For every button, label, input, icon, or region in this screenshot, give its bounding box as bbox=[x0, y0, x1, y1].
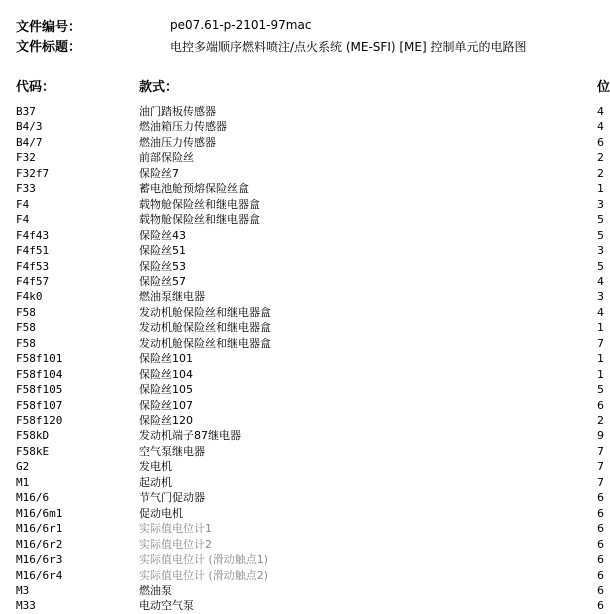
component-code: F32f7 bbox=[16, 166, 50, 180]
component-description: 空气泵继电器 bbox=[139, 444, 205, 458]
component-description: 保险丝120 bbox=[139, 414, 193, 427]
component-code: M16/6m1 bbox=[16, 506, 63, 520]
doc-number-value: pe07.61-p-2101-97mac bbox=[170, 18, 312, 32]
table-row bbox=[0, 150, 602, 165]
table-row bbox=[0, 212, 602, 227]
component-code: M16/6r2 bbox=[16, 537, 63, 551]
component-position: 5 bbox=[597, 213, 604, 227]
component-code: M16/6 bbox=[16, 491, 50, 505]
component-description: 实际值电位计 (滑动触点1) bbox=[139, 553, 269, 567]
table-row bbox=[0, 475, 602, 490]
component-description: 促动电机 bbox=[139, 506, 183, 520]
table-row bbox=[0, 259, 602, 274]
component-description: 发动机舱保险丝和继电器盒 bbox=[139, 305, 271, 319]
component-description: 实际值电位计2 bbox=[139, 537, 212, 551]
component-position: 3 bbox=[597, 197, 604, 211]
component-code: F4f43 bbox=[16, 228, 50, 242]
component-position: 6 bbox=[597, 506, 604, 520]
component-position: 4 bbox=[597, 305, 604, 319]
component-position: 6 bbox=[597, 537, 604, 551]
component-code: M16/6r3 bbox=[16, 553, 63, 567]
component-code: G2 bbox=[16, 460, 30, 474]
component-description: 节气门促动器 bbox=[139, 491, 205, 505]
component-description: 发动机端子87继电器 bbox=[139, 429, 241, 443]
table-row bbox=[0, 351, 602, 366]
component-position: 7 bbox=[597, 336, 604, 350]
component-description: 保险丝105 bbox=[139, 383, 193, 397]
component-description: 电动空气泵 bbox=[139, 599, 194, 613]
component-code: F58 bbox=[16, 336, 36, 350]
component-code: M3 bbox=[16, 583, 30, 597]
table-row bbox=[0, 119, 602, 134]
component-position: 6 bbox=[597, 568, 604, 582]
component-description: 保险丝7 bbox=[139, 166, 179, 180]
component-position: 6 bbox=[597, 553, 604, 567]
component-position: 7 bbox=[597, 444, 604, 458]
component-code: F58f101 bbox=[16, 352, 63, 366]
component-code: F58 bbox=[16, 321, 36, 335]
table-row bbox=[0, 166, 602, 181]
table-row bbox=[0, 598, 602, 613]
component-position: 7 bbox=[597, 475, 604, 489]
column-header-code: 代码： bbox=[16, 80, 56, 95]
component-description: 油门踏板传感器 bbox=[139, 105, 216, 118]
component-code: F4 bbox=[16, 213, 30, 227]
component-code: F58f105 bbox=[16, 383, 63, 397]
component-code: M16/6r1 bbox=[16, 522, 63, 536]
component-position: 6 bbox=[597, 398, 604, 412]
column-header-model: 款式： bbox=[139, 80, 179, 95]
table-row bbox=[0, 398, 602, 413]
component-position: 7 bbox=[597, 460, 604, 474]
component-description: 发电机 bbox=[139, 460, 172, 474]
component-description: 载物舱保险丝和继电器盒 bbox=[139, 213, 260, 227]
table-row bbox=[0, 243, 602, 258]
table-row bbox=[0, 444, 602, 459]
component-description: 燃油压力传感器 bbox=[139, 135, 216, 149]
component-position: 4 bbox=[597, 120, 604, 134]
table-row bbox=[0, 490, 602, 505]
table-row bbox=[0, 104, 602, 119]
component-description: 发动机舱保险丝和继电器盒 bbox=[139, 336, 271, 350]
component-code: F4 bbox=[16, 197, 30, 211]
component-position: 6 bbox=[597, 491, 604, 505]
table-row bbox=[0, 568, 602, 583]
component-position: 2 bbox=[597, 414, 604, 427]
component-position: 9 bbox=[597, 429, 604, 443]
component-description: 燃油箱压力传感器 bbox=[139, 120, 227, 134]
column-header-page: 位 bbox=[597, 80, 610, 95]
component-position: 5 bbox=[597, 383, 604, 397]
doc-title-label: 文件标题： bbox=[16, 40, 82, 55]
component-position: 3 bbox=[597, 290, 604, 304]
table-row bbox=[0, 583, 602, 598]
component-position: 6 bbox=[597, 135, 604, 149]
component-description: 保险丝101 bbox=[139, 352, 193, 366]
table-row bbox=[0, 181, 602, 196]
component-code: F4f51 bbox=[16, 244, 50, 258]
component-position: 6 bbox=[597, 599, 604, 613]
component-code: F58f120 bbox=[16, 414, 63, 427]
component-position: 2 bbox=[597, 166, 604, 180]
component-description: 保险丝43 bbox=[139, 228, 186, 242]
component-code: B4/3 bbox=[16, 120, 43, 134]
component-code: F4f53 bbox=[16, 259, 50, 273]
table-row bbox=[0, 382, 602, 397]
table-row bbox=[0, 552, 602, 567]
component-code: F58kD bbox=[16, 429, 50, 443]
component-code: F4f57 bbox=[16, 274, 50, 288]
table-row bbox=[0, 274, 602, 289]
component-position: 5 bbox=[597, 259, 604, 273]
component-description: 保险丝51 bbox=[139, 244, 186, 258]
component-description: 前部保险丝 bbox=[139, 151, 194, 165]
table-row bbox=[0, 197, 602, 212]
table-row bbox=[0, 413, 602, 428]
doc-title-value: 电控多端顺序燃料喷注/点火系统 (ME-SFI) [ME] 控制单元的电路图 bbox=[170, 40, 527, 54]
component-position: 3 bbox=[597, 244, 604, 258]
component-description: 保险丝104 bbox=[139, 367, 193, 381]
component-code: F58f107 bbox=[16, 398, 63, 412]
table-row bbox=[0, 320, 602, 335]
component-code: F33 bbox=[16, 182, 36, 196]
component-code: B4/7 bbox=[16, 135, 43, 149]
component-position: 2 bbox=[597, 151, 604, 165]
component-position: 5 bbox=[597, 228, 604, 242]
component-description: 保险丝107 bbox=[139, 398, 193, 412]
component-code: B37 bbox=[16, 105, 36, 118]
table-row bbox=[0, 459, 602, 474]
component-description: 燃油泵继电器 bbox=[139, 290, 205, 304]
table-row bbox=[0, 305, 602, 320]
component-position: 6 bbox=[597, 522, 604, 536]
component-code: F4k0 bbox=[16, 290, 43, 304]
table-row bbox=[0, 336, 602, 351]
table-row bbox=[0, 506, 602, 521]
component-code: F58kE bbox=[16, 444, 50, 458]
component-description: 实际值电位计1 bbox=[139, 522, 212, 536]
component-position: 4 bbox=[597, 274, 604, 288]
table-row bbox=[0, 289, 602, 304]
component-description: 发动机舱保险丝和继电器盒 bbox=[139, 321, 271, 335]
table-row bbox=[0, 135, 602, 150]
component-position: 1 bbox=[597, 182, 604, 196]
table-row bbox=[0, 428, 602, 443]
component-description: 载物舱保险丝和继电器盒 bbox=[139, 197, 260, 211]
table-row bbox=[0, 367, 602, 382]
component-description: 实际值电位计 (滑动触点2) bbox=[139, 568, 269, 582]
component-code: F32 bbox=[16, 151, 36, 165]
component-position: 4 bbox=[597, 105, 604, 118]
table-row bbox=[0, 537, 602, 552]
component-code: F58f104 bbox=[16, 367, 63, 381]
component-position: 1 bbox=[597, 367, 604, 381]
component-description: 保险丝57 bbox=[139, 274, 186, 288]
table-row bbox=[0, 228, 602, 243]
component-description: 起动机 bbox=[139, 475, 172, 489]
component-code: M1 bbox=[16, 475, 30, 489]
component-position: 1 bbox=[597, 321, 604, 335]
component-description: 蓄电池舱预熔保险丝盒 bbox=[139, 182, 249, 196]
component-code: F58 bbox=[16, 305, 36, 319]
component-description: 燃油泵 bbox=[139, 583, 172, 597]
component-position: 1 bbox=[597, 352, 604, 366]
component-description: 保险丝53 bbox=[139, 259, 186, 273]
component-code: M16/6r4 bbox=[16, 568, 63, 582]
doc-number-label: 文件编号： bbox=[16, 20, 82, 35]
component-position: 6 bbox=[597, 583, 604, 597]
component-code: M33 bbox=[16, 599, 36, 613]
table-row bbox=[0, 521, 602, 536]
